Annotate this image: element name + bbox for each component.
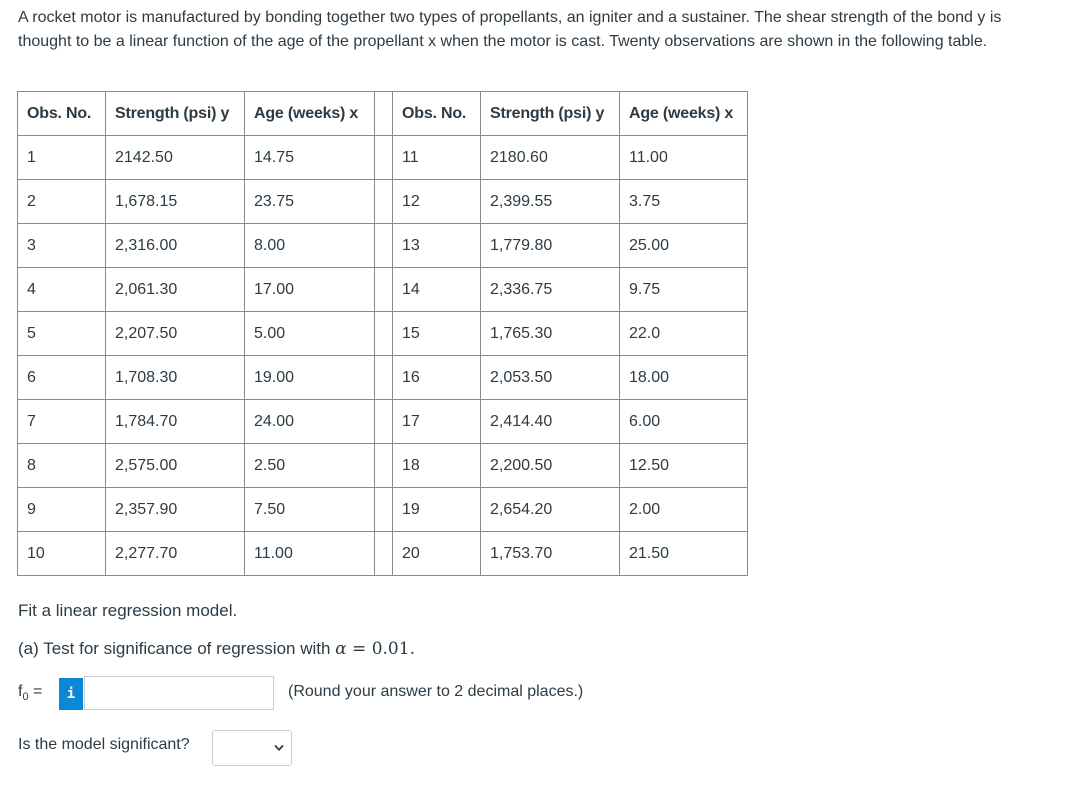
observations-table [17, 91, 748, 576]
cell-obs-no: 7 [18, 400, 106, 444]
cell-age: 19.00 [245, 356, 375, 400]
table-row [18, 136, 748, 180]
cell-strength: 2,061.30 [106, 268, 245, 312]
cell-age: 8.00 [245, 224, 375, 268]
col-header-age: Age (weeks) x [245, 92, 375, 136]
cell-strength-2: 2,336.75 [481, 268, 620, 312]
alpha-equals: = [346, 639, 372, 659]
table-gap-cell [375, 268, 393, 312]
cell-obs-no-2: 12 [393, 180, 481, 224]
cell-obs-no: 4 [18, 268, 106, 312]
alpha-period: . [409, 639, 415, 659]
cell-strength-2: 1,753.70 [481, 532, 620, 576]
significance-label: Is the model significant? [18, 736, 190, 753]
alpha-expression [335, 639, 415, 659]
rounding-note: (Round your answer to 2 decimal places.) [288, 683, 584, 700]
part-a-prefix: (a) Test for significance of regression with [18, 639, 336, 658]
f0-label-f: f [18, 683, 23, 700]
cell-strength: 2,357.90 [106, 488, 245, 532]
f0-label-sub: 0 [22, 691, 29, 704]
cell-strength: 2,207.50 [106, 312, 245, 356]
cell-age: 14.75 [245, 136, 375, 180]
cell-strength-2: 1,765.30 [481, 312, 620, 356]
table-gap-cell [375, 532, 393, 576]
cell-obs-no: 5 [18, 312, 106, 356]
cell-obs-no-2: 16 [393, 356, 481, 400]
cell-age-2: 2.00 [620, 488, 748, 532]
table-row [18, 488, 748, 532]
cell-obs-no-2: 14 [393, 268, 481, 312]
problem-intro: A rocket motor is manufactured by bonding together two types of propellants, an igniter and a sustainer. The shear strength of the bond y is thought to be a linear function of the age of the propellant x when the motor is cast. Twenty observations are shown in the following table. [18, 9, 1002, 50]
table-gap-cell [375, 312, 393, 356]
cell-strength-2: 1,779.80 [481, 224, 620, 268]
cell-age: 23.75 [245, 180, 375, 224]
f0-label-eq: = [28, 683, 43, 700]
cell-age-2: 25.00 [620, 224, 748, 268]
alpha-symbol: α [335, 639, 347, 659]
table-gap-cell [375, 400, 393, 444]
cell-age-2: 22.0 [620, 312, 748, 356]
cell-strength-2: 2,200.50 [481, 444, 620, 488]
alpha-value: 0.01 [371, 639, 410, 659]
col-header-obs-no-2: Obs. No. [393, 92, 481, 136]
cell-strength: 2,316.00 [106, 224, 245, 268]
cell-obs-no-2: 13 [393, 224, 481, 268]
col-header-obs-no: Obs. No. [18, 92, 106, 136]
part-a-question [18, 639, 415, 659]
cell-strength: 2,575.00 [106, 444, 245, 488]
table-gap-cell [375, 444, 393, 488]
col-header-strength-2: Strength (psi) y [481, 92, 620, 136]
cell-strength: 2,277.70 [106, 532, 245, 576]
cell-strength-2: 2,654.20 [481, 488, 620, 532]
f0-answer-input[interactable] [84, 676, 274, 710]
cell-strength: 1,784.70 [106, 400, 245, 444]
cell-age-2: 11.00 [620, 136, 748, 180]
cell-age: 11.00 [245, 532, 375, 576]
table-gap-cell [375, 224, 393, 268]
table-row [18, 532, 748, 576]
cell-obs-no-2: 17 [393, 400, 481, 444]
cell-age-2: 12.50 [620, 444, 748, 488]
cell-strength: 2142.50 [106, 136, 245, 180]
cell-age-2: 9.75 [620, 268, 748, 312]
info-icon[interactable]: i [59, 678, 83, 710]
cell-strength-2: 2,053.50 [481, 356, 620, 400]
cell-age: 7.50 [245, 488, 375, 532]
cell-obs-no: 3 [18, 224, 106, 268]
cell-strength: 1,708.30 [106, 356, 245, 400]
cell-strength: 1,678.15 [106, 180, 245, 224]
cell-strength-2: 2,399.55 [481, 180, 620, 224]
table-row [18, 268, 748, 312]
fit-instruction: Fit a linear regression model. [18, 601, 238, 620]
table-header-row [18, 92, 748, 136]
significance-dropdown[interactable] [212, 730, 292, 766]
table-row [18, 400, 748, 444]
col-header-strength: Strength (psi) y [106, 92, 245, 136]
table-row [18, 444, 748, 488]
table-row [18, 180, 748, 224]
cell-obs-no: 10 [18, 532, 106, 576]
table-gap-cell [375, 356, 393, 400]
cell-obs-no-2: 11 [393, 136, 481, 180]
col-header-age-2: Age (weeks) x [620, 92, 748, 136]
table-gap-cell [375, 488, 393, 532]
table-gap-cell [375, 180, 393, 224]
cell-obs-no: 2 [18, 180, 106, 224]
cell-age-2: 18.00 [620, 356, 748, 400]
chevron-down-icon [274, 743, 284, 753]
table-row [18, 224, 748, 268]
cell-age: 24.00 [245, 400, 375, 444]
cell-age: 5.00 [245, 312, 375, 356]
cell-obs-no: 8 [18, 444, 106, 488]
table-gap-cell [375, 136, 393, 180]
cell-obs-no-2: 20 [393, 532, 481, 576]
cell-obs-no: 6 [18, 356, 106, 400]
cell-strength-2: 2,414.40 [481, 400, 620, 444]
f0-label [18, 683, 42, 703]
table-row [18, 356, 748, 400]
cell-obs-no: 9 [18, 488, 106, 532]
cell-age-2: 21.50 [620, 532, 748, 576]
cell-age: 2.50 [245, 444, 375, 488]
table-row [18, 312, 748, 356]
cell-age-2: 3.75 [620, 180, 748, 224]
cell-strength-2: 2180.60 [481, 136, 620, 180]
cell-age: 17.00 [245, 268, 375, 312]
cell-obs-no-2: 18 [393, 444, 481, 488]
cell-obs-no: 1 [18, 136, 106, 180]
cell-obs-no-2: 15 [393, 312, 481, 356]
cell-obs-no-2: 19 [393, 488, 481, 532]
table-gap-cell [375, 92, 393, 136]
cell-age-2: 6.00 [620, 400, 748, 444]
